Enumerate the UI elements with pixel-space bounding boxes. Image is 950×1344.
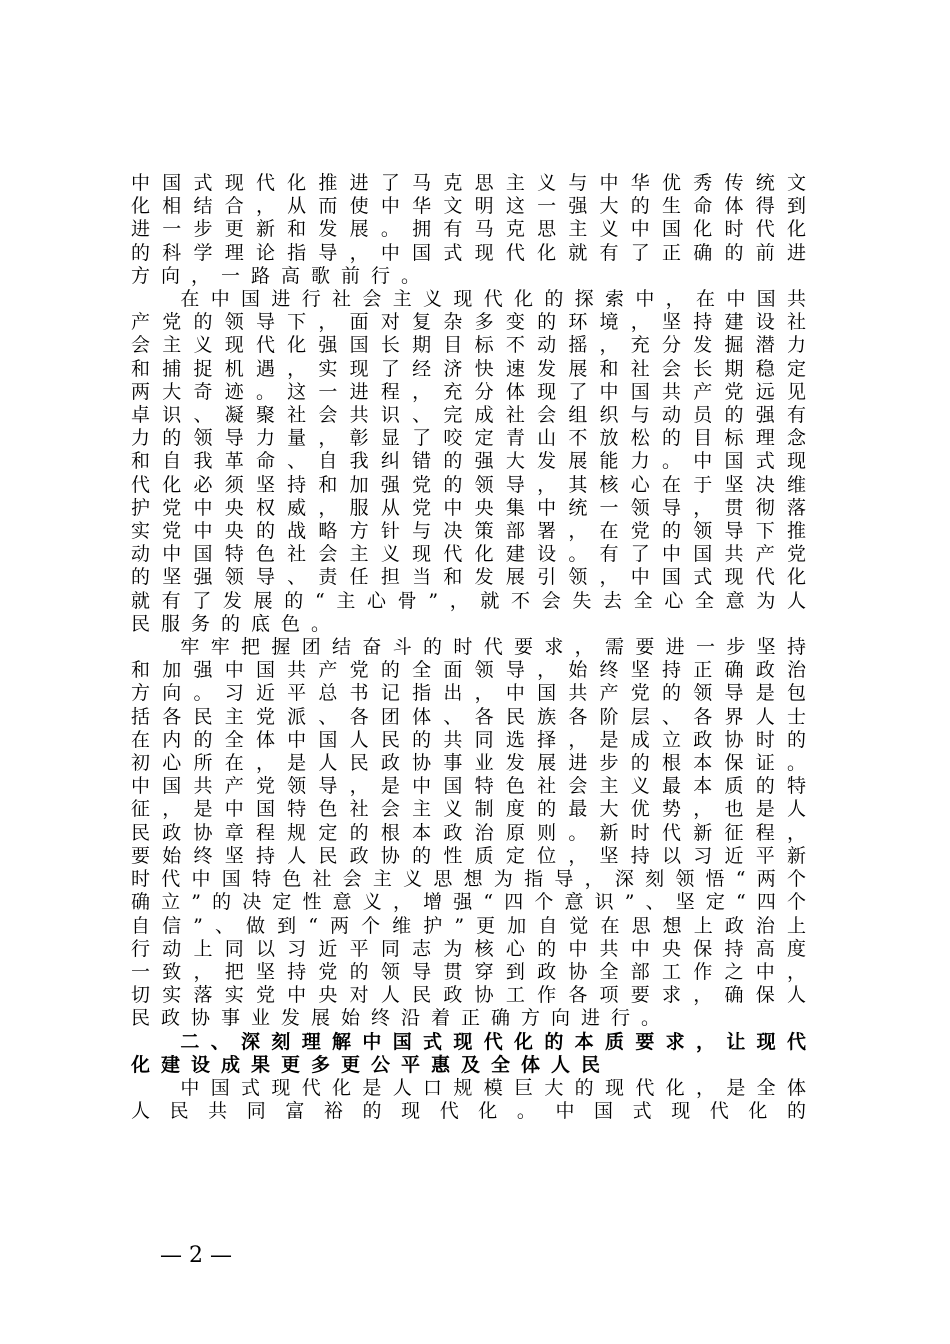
- paragraph-1: 中国式现代化推进了马克思主义与中华优秀传统文化相结合，从而使中华文明这一强大的生命体得到进一步更新和发展。拥有马克思主义中国化时代化的科学理论指导，中国式现代化就有了正确的前进方向，一路高歌前行。: [131, 172, 817, 287]
- paragraph-4: 中国式现代化是人口规模巨大的现代化，是全体人民共同富裕的现代化。中国式现代化的: [131, 1076, 817, 1123]
- paragraph-3: 牢牢把握团结奋斗的时代要求，需要进一步坚持和加强中国共产党的全面领导，始终坚持正确政治方向。习近平总书记指出，中国共产党的领导是包括各民主党派、各团体、各民族各阶层、各界人士在内的全体中国人民的共同选择，是成立政协时的初心所在，是人民政协事业发展进步的根本保证。中国共产党领导，是中国特色社会主义最本质的特征，是中国特色社会主义制度的最大优势，也是人民政协章程规定的根本政治原则。新时代新征程，要始终坚持人民政协的性质定位，坚持以习近平新时代中国特色社会主义思想为指导，深刻领悟“两个确立”的决定性意义，增强“四个意识”、坚定“四个自信”、做到“两个维护”更加自觉在思想上政治上行动上同以习近平同志为核心的中共中央保持高度一致，把坚持党的领导贯穿到政协全部工作之中，切实落实党中央对人民政协工作各项要求，确保人民政协事业发展始终沿着正确方向进行。: [131, 636, 817, 1030]
- section-heading: 二、深刻理解中国式现代化的本质要求，让现代化建设成果更多更公平惠及全体人民: [131, 1030, 817, 1076]
- paragraph-2: 在中国进行社会主义现代化的探索中，在中国共产党的领导下，面对复杂多变的环境，坚持建设社会主义现代化强国长期目标不动摇，充分发掘潜力和捕捉机遇，实现了经济快速发展和社会长期稳定两大奇迹。这一进程，充分体现了中国共产党远见卓识、凝聚社会共识、完成社会组织与动员的强有力的领导力量，彰显了咬定青山不放松的目标理念和自我革命、自我纠错的强大发展能力。中国式现代化必须坚持和加强党的领导，其核心在于坚决维护党中央权威，服从党中央集中统一领导，贯彻落实党中央的战略方针与决策部署，在党的领导下推动中国特色社会主义现代化建设。有了中国共产党的坚强领导、责任担当和发展引领，中国式现代化就有了发展的“主心骨”，就不会失去全心全意为人民服务的底色。: [131, 288, 817, 635]
- page-number: — 2 —: [160, 1243, 232, 1268]
- body-text: [131, 172, 817, 1123]
